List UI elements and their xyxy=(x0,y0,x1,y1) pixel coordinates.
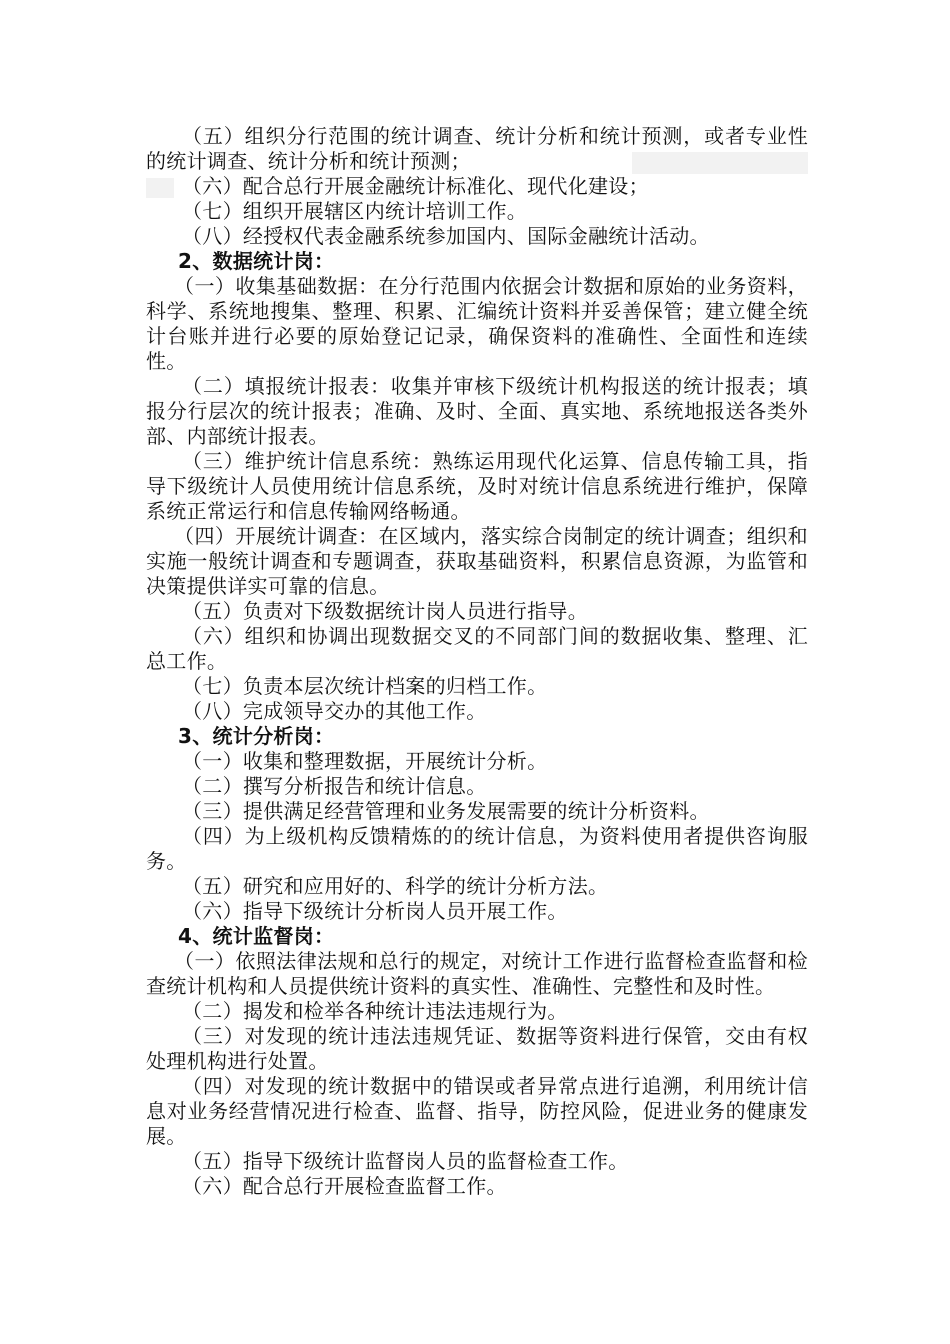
paragraph: （三）维护统计信息系统：熟练运用现代化运算、信息传输工具，指导下级统计人员使用统计信息系统，及时对统计信息系统进行维护，保障系统正常运行和信息传输网络畅通。 xyxy=(146,449,808,523)
paragraph: （八）完成领导交办的其他工作。 xyxy=(182,699,487,723)
section-heading: 2、数据统计岗： xyxy=(178,249,335,273)
paragraph: （一）收集和整理数据，开展统计分析。 xyxy=(182,749,548,773)
paragraph: （二）填报统计报表：收集并审核下级统计机构报送的统计报表；填报分行层次的统计报表；准确、及时、全面、真实地、系统地报送各类外部、内部统计报表。 xyxy=(146,374,808,448)
document-body xyxy=(146,124,808,1199)
paragraph: （五）组织分行范围的统计调查、统计分析和统计预测，或者专业性的统计调查、统计分析和统计预测； xyxy=(146,124,808,173)
paragraph: （二）揭发和检举各种统计违法违规行为。 xyxy=(182,999,568,1023)
paragraph: （六）组织和协调出现数据交叉的不同部门间的数据收集、整理、汇总工作。 xyxy=(146,624,808,673)
paragraph: （四）对发现的统计数据中的错误或者异常点进行追溯，利用统计信息对业务经营情况进行检查、监督、指导，防控风险，促进业务的健康发展。 xyxy=(146,1074,808,1148)
paragraph: （一）依照法律法规和总行的规定，对统计工作进行监督检查监督和检查统计机构和人员提供统计资料的真实性、准确性、完整性和及时性。 xyxy=(146,949,808,998)
section-heading: 4、统计监督岗： xyxy=(178,924,335,948)
paragraph: （七）负责本层次统计档案的归档工作。 xyxy=(182,674,548,698)
paragraph: （七）组织开展辖区内统计培训工作。 xyxy=(182,199,528,223)
paragraph: （六）配合总行开展金融统计标准化、现代化建设； xyxy=(182,174,649,198)
paragraph: （五）指导下级统计监督岗人员的监督检查工作。 xyxy=(182,1149,629,1173)
paragraph: （四）开展统计调查：在区域内，落实综合岗制定的统计调查；组织和实施一般统计调查和专题调查，获取基础资料，积累信息资源，为监管和决策提供详实可靠的信息。 xyxy=(146,524,808,598)
paragraph: （一）收集基础数据：在分行范围内依据会计数据和原始的业务资料，科学、系统地搜集、整理、积累、汇编统计资料并妥善保管；建立健全统计台账并进行必要的原始登记记录，确保资料的准确性、全面性和连续性。 xyxy=(146,274,808,373)
paragraph: （六）指导下级统计分析岗人员开展工作。 xyxy=(182,899,568,923)
paragraph: （六）配合总行开展检查监督工作。 xyxy=(182,1174,507,1198)
paragraph: （五）负责对下级数据统计岗人员进行指导。 xyxy=(182,599,588,623)
section-heading: 3、统计分析岗： xyxy=(178,724,335,748)
paragraph: （三）提供满足经营管理和业务发展需要的统计分析资料。 xyxy=(182,799,710,823)
paragraph: （四）为上级机构反馈精炼的的统计信息，为资料使用者提供咨询服务。 xyxy=(146,824,808,873)
paragraph: （三）对发现的统计违法违规凭证、数据等资料进行保管，交由有权处理机构进行处置。 xyxy=(146,1024,808,1073)
paragraph: （二）撰写分析报告和统计信息。 xyxy=(182,774,487,798)
paragraph: （八）经授权代表金融系统参加国内、国际金融统计活动。 xyxy=(182,224,710,248)
paragraph: （五）研究和应用好的、科学的统计分析方法。 xyxy=(182,874,609,898)
